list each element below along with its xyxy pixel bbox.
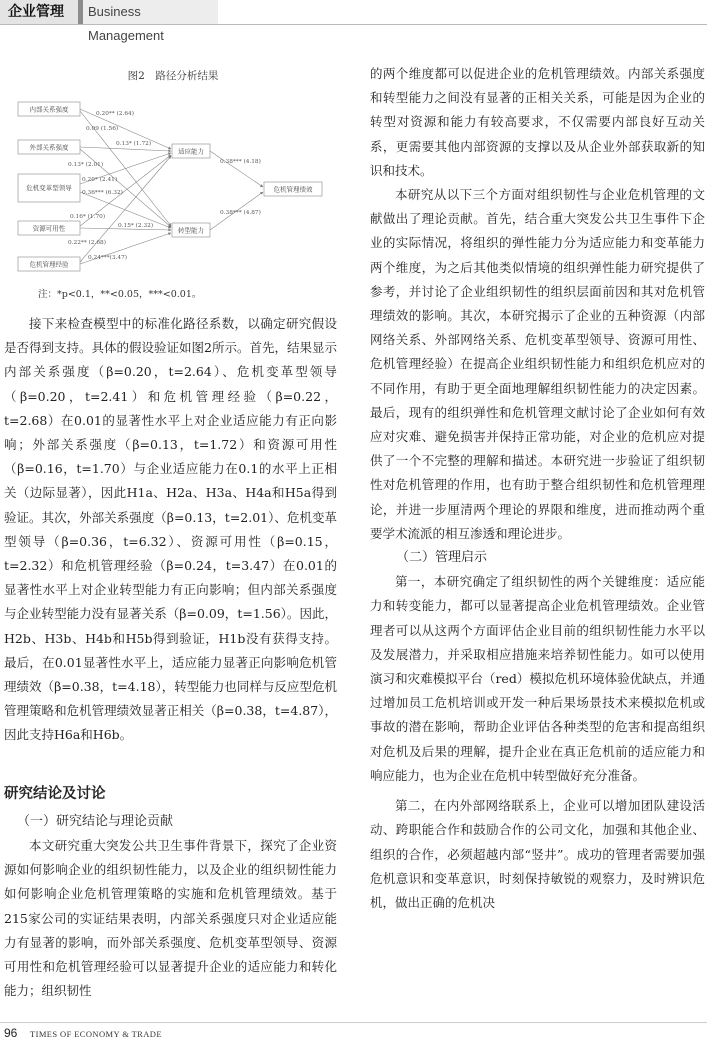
edge-adapt-performance	[210, 151, 263, 187]
left-column	[4, 312, 337, 1003]
page-header	[0, 0, 707, 43]
node-performance: 危机管理绩效	[273, 185, 313, 194]
node-internal: 内部关系强度	[29, 105, 69, 114]
figure-title: 图2 路径分析结果	[127, 70, 219, 82]
path-diagram	[8, 86, 338, 301]
journal-name: TIMES OF ECONOMY & TRADE	[30, 1029, 162, 1039]
edge-label-2: 0.09 (1.56)	[86, 126, 119, 132]
left-paragraph-2: 本文研究重大突发公共卫生事件背景下，探究了企业资源如何影响企业的组织韧性能力，以及企业的组织韧性能力如何影响企业危机管理策略的实施和危机管理绩效。基于215家公司的实证结果表明，内部关系强度只对企业适应能力有显著的影响，而外部关系强度、危机变革型领导、资源可用性和危机管理经验可以显著提升企业的适应能力和转化能力；组织韧性	[4, 838, 337, 999]
right-paragraph-3: 第一，本研究确定了组织韧性的两个关键维度：适应能力和转变能力，都可以显著提高企业危机管理绩效。企业管理者可以从这两个方面评估企业目前的组织韧性能力水平以及发展潜力，并采取相应措施来培养韧性能力。如可以使用演习和灾难模拟平台（red）模拟危机环境体验优缺点，并通过增加员工危机培训或开发一种后果场景技术来模拟危机或事故的潜在影响，帮助企业评估各种类型的危害和提高组织对危机及后果的理解，提升企业在真正危机前的适应能力和响应能力，也为企业在危机中转型做好充分准备。	[370, 574, 705, 783]
section-english: Business Management	[83, 0, 218, 24]
left-paragraph-1: 接下来检查模型中的标准化路径系数，以确定研究假设是否得到支持。具体的假设验证如图2所示。首先，结果显示内部关系强度（β=0.20，t=2.64）、危机变革型领导（β=0.20，t=2.41）和危机管理经验（β=0.22，t=2.68）在0.01的显著性水平上对企业适应能力有正向影响；外部关系强度（β=0.13，t=1.72）和资源可用性（β=0.16，t=1.70）与企业适应能力在0.1的水平上正相关（边际显著），因此H1a、H2a、H3a、H4a和H5a得到验证。其次，外部关系强度（β=0.13，t=2.01）、危机变革型领导（β=0.36，t=6.32）、资源可用性（β=0.15，t=2.32）和危机管理经验（β=0.24，t=3.47）在0.01的显著性水平上对企业转型能力有正向影响；但内部关系强度与企业转型能力没有显著关系（β=0.09，t=1.56）。因此，H2b、H3b、H4b和H5b得到验证，H1b没有获得支持。最后，在0.01显著性水平上，适应能力显著正向影响危机管理绩效（β=0.38，t=4.18），转型能力也同样与反应型危机管理策略和危机管理绩效显著正相关（β=0.38，t=4.87），因此支持H6a和H6b。	[4, 316, 337, 743]
edge-label-11: 0.38*** (4.18)	[220, 159, 261, 165]
header-rule	[0, 24, 707, 25]
subsection-heading-2: （二）管理启示	[396, 550, 488, 566]
right-paragraph-2: 本研究从以下三个方面对组织韧性与企业危机管理的文献做出了理论贡献。首先，结合重大突发公共卫生事件下企业的实际情况，将组织的弹性能力分为适应能力和变革能力两个维度，为之后其他类似情境的组织弹性能力研究提供了参考，并讨论了企业组织韧性的组织层面前因和其对危机管理绩效的影响。其次，本研究揭示了企业的五种资源（内部网络关系、外部网络关系、危机变革型领导、资源可用性、危机管理经验）在提高企业组织韧性能力和组织危机应对的不同作用，有助于更全面地理解组织韧性能力的决定因素。最后，现有的组织弹性和危机管理文献讨论了企业如何有效应对灾难、避免损害并保持正常功能，对企业的危机应对提供了一个不完整的理解和描述。本研究进一步验证了组织韧性对危机管理的作用，也有助于整合组织韧性和危机管理理论，并进一步厘清两个理论的界限和维度，进而推动两个重要学术流派的相互渗透和理论进步。	[370, 187, 705, 541]
page-number: 96	[4, 1026, 18, 1040]
section-heading: 研究结论及讨论	[4, 785, 106, 802]
footer-rule	[0, 1022, 707, 1023]
subsection-heading-1: （一）研究结论与理论贡献	[17, 813, 174, 829]
edge-label-7: 0.16* (1.70)	[70, 214, 106, 220]
node-adapt: 适应能力	[178, 147, 204, 156]
section-label-box	[0, 0, 78, 24]
edge-label-5: 0.20* (2.41)	[82, 177, 118, 183]
edge-label-10: 0.24***(3.47)	[88, 255, 128, 261]
node-transform: 转型能力	[178, 226, 204, 235]
figure-note: 注：*p<0.1，**<0.05，***<0.01。	[38, 289, 202, 300]
path-analysis-figure	[8, 68, 338, 308]
section-label: 企业管理	[8, 4, 64, 20]
right-paragraph-4: 第二，在内外部网络联系上，企业可以增加团队建设活动、跨职能合作和鼓励合作的公司文化，加强和其他企业、组织的合作，必须超越内部“竖井”。成功的管理者需要加强危机意识和变革意识，时刻保持敏锐的观察力，及时辨识危机，做出正确的危机决	[370, 798, 705, 910]
edge-label-12: 0.38*** (4.87)	[220, 210, 261, 216]
edge-label-3: 0.13* (1.72)	[116, 141, 152, 147]
right-column	[370, 62, 705, 915]
node-experience: 危机管理经验	[29, 260, 69, 269]
node-resource: 资源可用性	[32, 224, 66, 233]
edge-label-1: 0.20** (2.64)	[96, 111, 134, 117]
edge-external-adapt	[80, 147, 171, 151]
node-leader: 危机变革型领导	[26, 184, 72, 192]
right-paragraph-1: 的两个维度都可以促进企业的危机管理绩效。内部关系强度和转型能力之间没有显著的正相关关系，可能是因为企业的转型对资源和能力有较高要求，不仅需要内部良好互动关系，更需要其他内部资源的支撑以及从企业外部获取新的知识和技术。	[370, 66, 705, 178]
edge-label-6: 0.36*** (6.32)	[82, 190, 123, 196]
edge-label-9: 0.22** (2.68)	[68, 240, 106, 246]
node-external: 外部关系强度	[29, 143, 69, 152]
edge-label-4: 0.13* (2.01)	[68, 162, 104, 168]
edge-label-8: 0.15* (2.32)	[118, 223, 154, 229]
